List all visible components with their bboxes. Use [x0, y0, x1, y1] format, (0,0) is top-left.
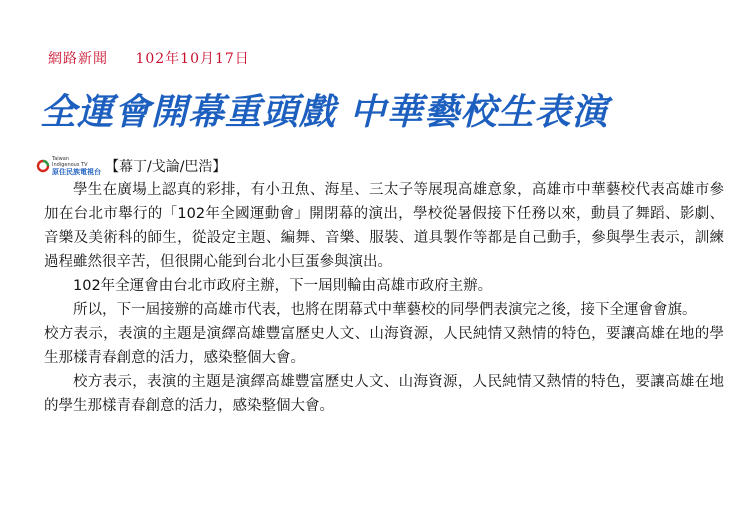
article-paragraph: 校方表示，表演的主題是演繹高雄豐富歷史人文、山海資源，人民純情又熱情的特色，要讓高雄在地的學生那樣青春創意的活力，感染整個大會。 [44, 326, 724, 366]
logo-cn-text: 原住民族電視台 [52, 168, 101, 176]
logo-top-text: Taiwan [52, 156, 70, 162]
article-body [44, 178, 724, 418]
article-paragraph: 102年全運會由台北市政府主辦，下一屆則輪由高雄市政府主辦。 [73, 278, 493, 294]
article-paragraph: 所以，下一屆接辦的高雄市代表，也將在閉幕式中華藝校的同學們表演完之後，接下全運會會旗。 [73, 302, 697, 318]
article-paragraph: 校方表示，表演的主題是演繹高雄豐富歷史人文、山海資源，人民純情又熱情的特色，要讓高雄在地的學生那樣青春創意的活力，感染整個大會。 [44, 374, 724, 414]
byline: 【幕丁/戈論/巴浩】 [105, 159, 227, 175]
logo-mid-text: Indigenous TV [52, 162, 88, 168]
publish-date: 102年10月17日 [135, 51, 250, 67]
source-label: 網路新聞 [48, 51, 108, 67]
logo-text [52, 156, 101, 176]
headline: 全運會開幕重頭戲 中華藝校生表演 [40, 92, 609, 133]
logo-emblem-icon [36, 159, 50, 173]
article-paragraph: 學生在廣場上認真的彩排，有小丑魚、海星、三太子等展現高雄意象，高雄市中華藝校代表高雄市參加在台北市舉行的「102年全國運動會」開閉幕的演出，學校從暑假接下任務以來，動員了舞蹈、影劇、音樂及美術科的師生，從設定主題、編舞、音樂、服裝、道具製作等都是自己動手，參與學生表示，訓練過程雖然很辛苦，但很開心能到台北小巨蛋參與演出。 [44, 182, 724, 270]
meta-line [48, 48, 250, 68]
tv-station-logo [36, 156, 101, 176]
byline-row [36, 156, 226, 176]
